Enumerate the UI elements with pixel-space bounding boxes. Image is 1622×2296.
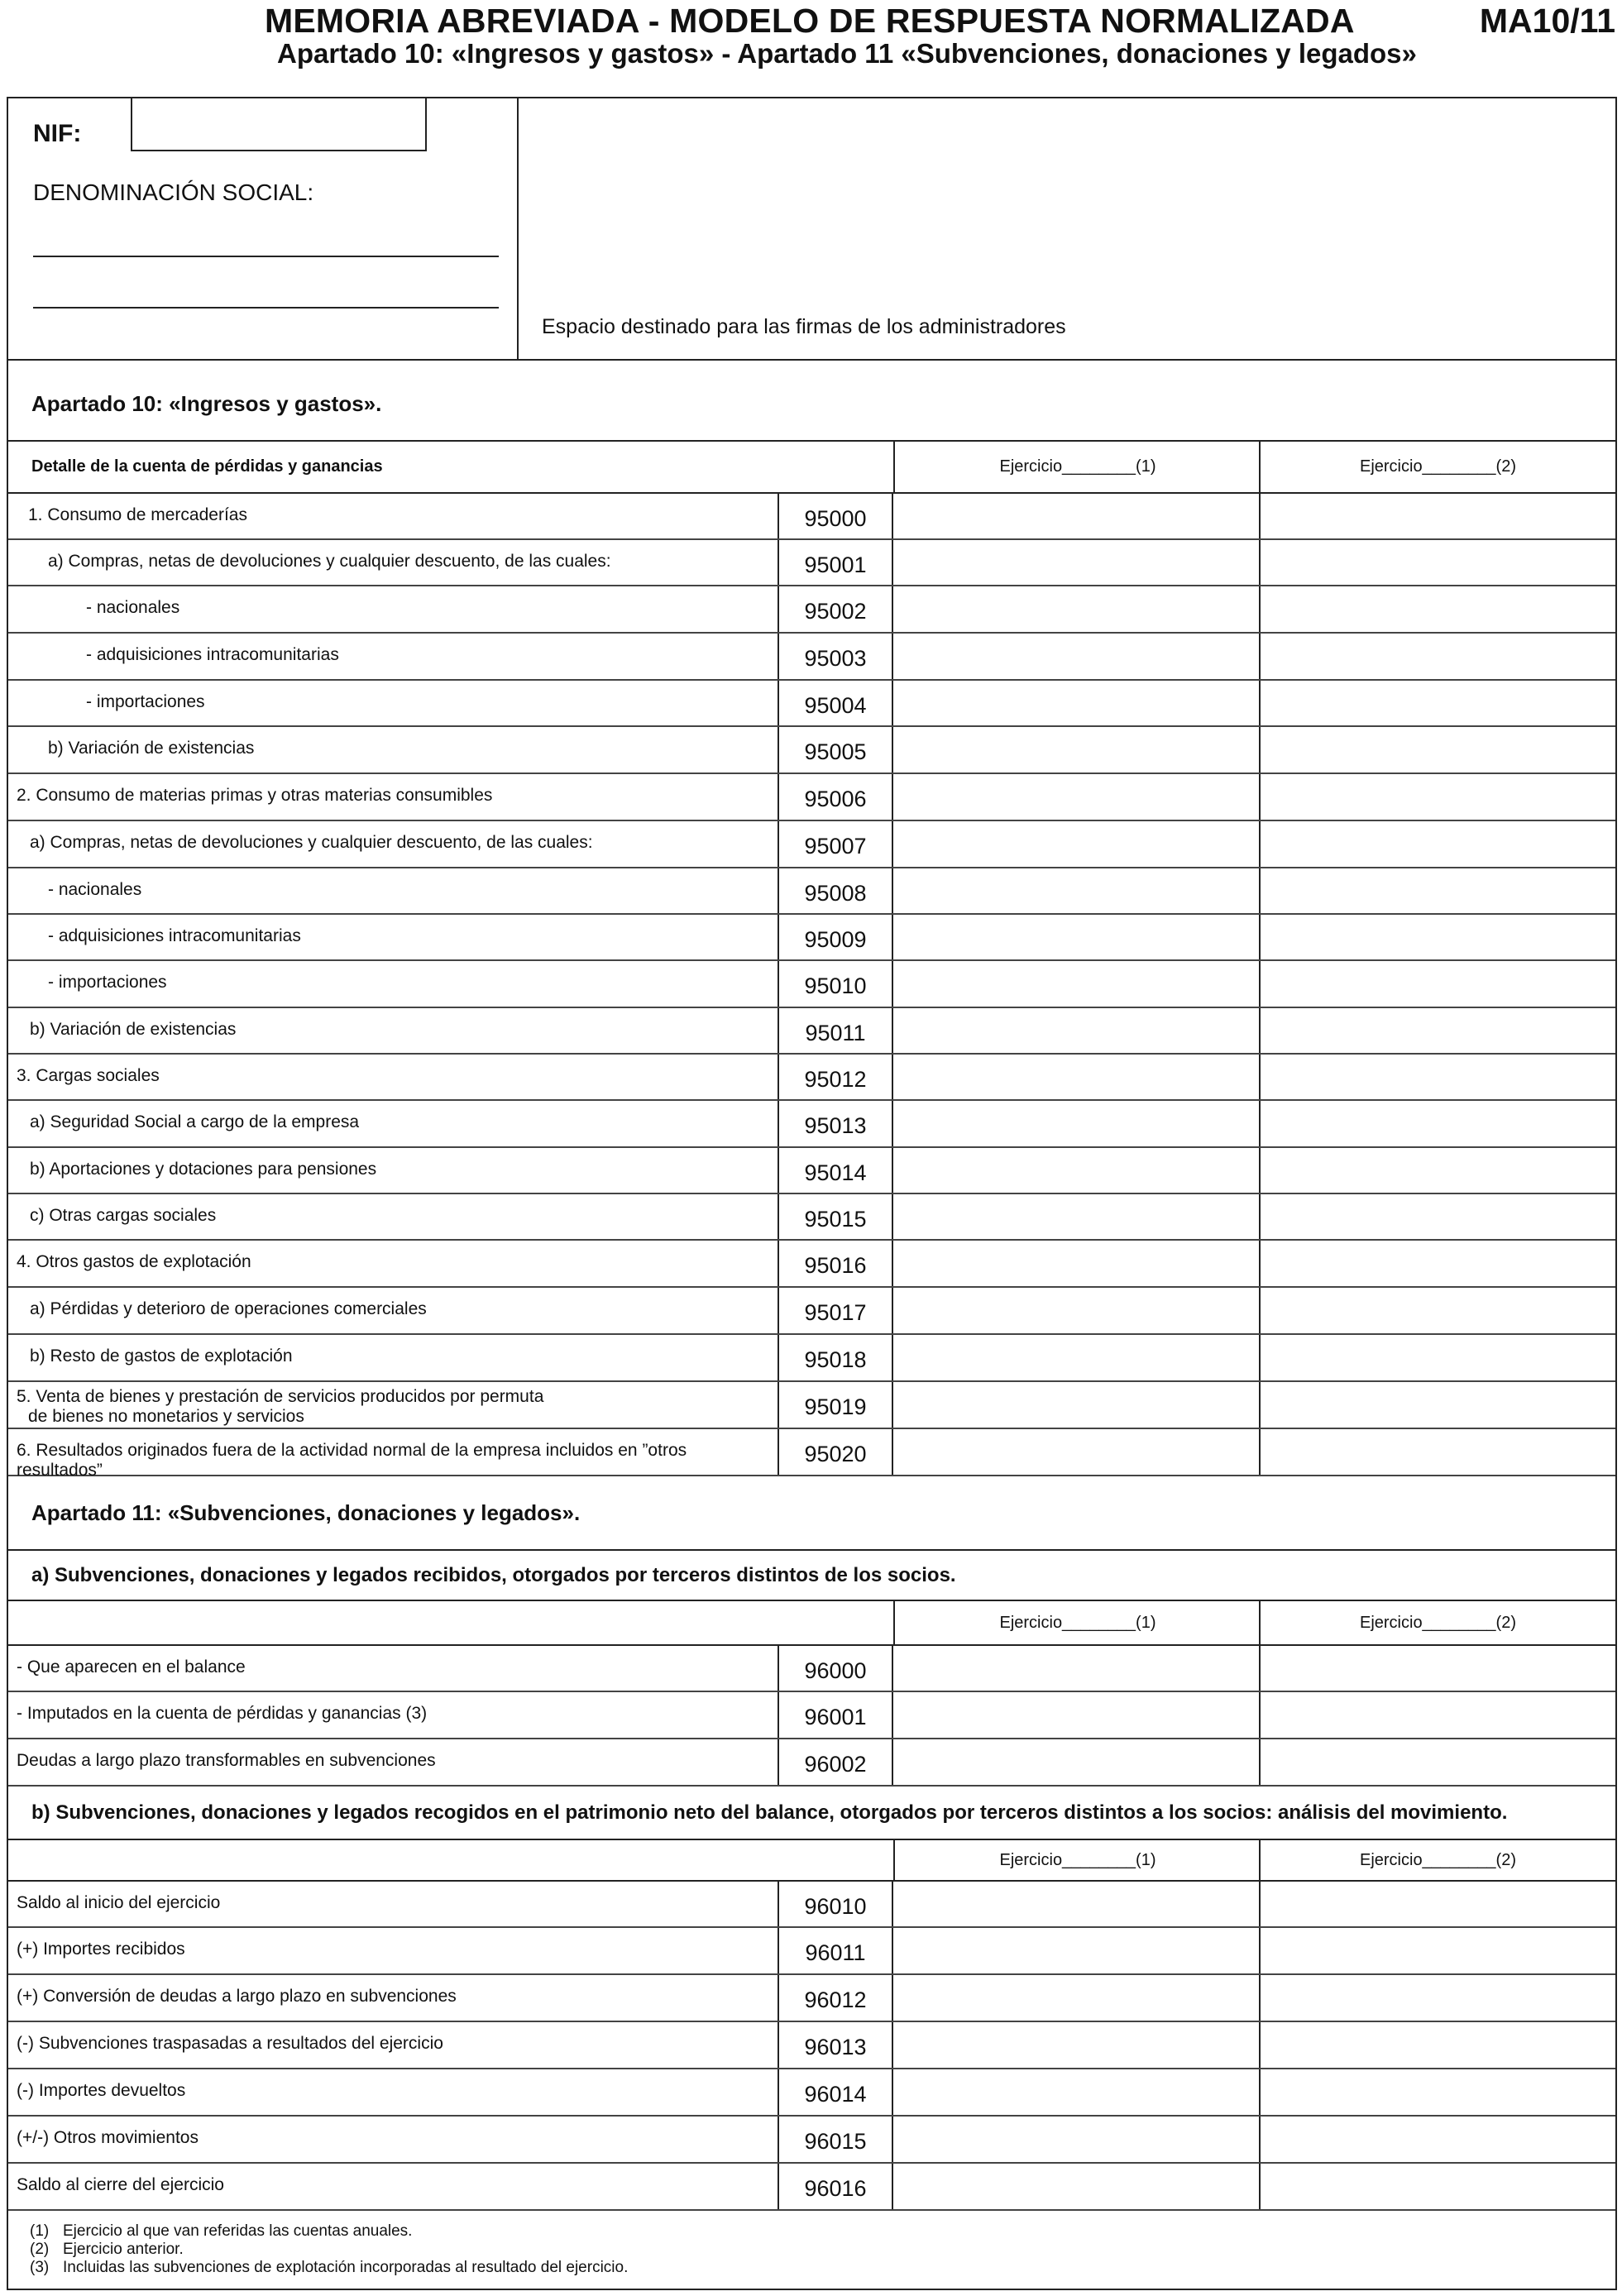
table-title: Detalle de la cuenta de pérdidas y ganancias: [31, 457, 383, 476]
footnote-1: (1) Ejercicio al que van referidas las cuentas anuales.: [30, 2222, 413, 2240]
row-label: - Imputados en la cuenta de pérdidas y ganancias (3): [17, 1704, 428, 1723]
identity-left: [8, 98, 519, 359]
row-code: 95017: [778, 1288, 893, 1333]
form-frame: [7, 97, 1617, 2290]
row-label: - nacionales: [86, 598, 180, 617]
row-code: 95008: [778, 868, 893, 913]
value-cell-ejercicio-1[interactable]: [895, 774, 1259, 820]
value-cell-ejercicio-1[interactable]: [895, 1241, 1259, 1286]
row-label: a) Compras, netas de devoluciones y cualquier descuento, de las cuales:: [48, 552, 611, 571]
row-label: - nacionales: [48, 880, 142, 899]
value-cell-ejercicio-1[interactable]: [895, 1055, 1259, 1099]
row-label: - Que aparecen en el balance: [17, 1657, 246, 1677]
column-ejercicio-2: Ejercicio________(2): [1259, 1601, 1615, 1644]
row-label: [8, 1382, 776, 1428]
value-cell-ejercicio-1[interactable]: [895, 868, 1259, 913]
value-cell-ejercicio-2[interactable]: [1259, 2164, 1615, 2209]
value-cell-ejercicio-2[interactable]: [1259, 727, 1615, 773]
table-row: [8, 1928, 1615, 1975]
value-cell-ejercicio-2[interactable]: [1259, 2117, 1615, 2162]
row-label: a) Seguridad Social a cargo de la empresa: [30, 1112, 360, 1131]
row-code: 95015: [778, 1194, 893, 1239]
table-row: [8, 821, 1615, 868]
table-row: [8, 1148, 1615, 1194]
value-cell-ejercicio-2[interactable]: [1259, 1241, 1615, 1286]
value-cell-ejercicio-1[interactable]: [895, 821, 1259, 867]
value-cell-ejercicio-1[interactable]: [895, 2069, 1259, 2115]
value-cell-ejercicio-1[interactable]: [895, 2117, 1259, 2162]
table-row: [8, 1101, 1615, 1148]
value-cell-ejercicio-1[interactable]: [895, 2164, 1259, 2209]
row-label: (-) Subvenciones traspasadas a resultados del ejercicio: [17, 2034, 443, 2053]
table-row: [8, 1194, 1615, 1241]
table-row: [8, 1692, 1615, 1739]
column-ejercicio-1: Ejercicio________(1): [893, 1840, 1261, 1880]
row-code: 95019: [778, 1382, 893, 1428]
value-cell-ejercicio-1[interactable]: [895, 727, 1259, 773]
column-ejercicio-1: Ejercicio________(1): [893, 442, 1261, 492]
row-label: Saldo al inicio del ejercicio: [17, 1893, 221, 1912]
value-cell-ejercicio-1[interactable]: [895, 1148, 1259, 1193]
row-code: 95018: [778, 1335, 893, 1380]
table-row: [8, 540, 1615, 586]
section11a-header-blank: [8, 1601, 895, 1644]
value-cell-ejercicio-2[interactable]: [1259, 2022, 1615, 2068]
row-label: Saldo al cierre del ejercicio: [17, 2175, 224, 2194]
row-label: a) Compras, netas de devoluciones y cualquier descuento, de las cuales:: [30, 833, 593, 852]
row-code: 96011: [778, 1928, 893, 1973]
section11a-column-header: [8, 1601, 1615, 1646]
row-label: b) Variación de existencias: [48, 739, 255, 758]
table-row: [8, 727, 1615, 774]
value-cell-ejercicio-1[interactable]: [895, 1882, 1259, 1926]
value-cell-ejercicio-2[interactable]: [1259, 2069, 1615, 2115]
value-cell-ejercicio-1[interactable]: [895, 681, 1259, 725]
value-cell-ejercicio-1[interactable]: [895, 915, 1259, 959]
row-code: 95011: [778, 1008, 893, 1053]
row-code: 95001: [778, 540, 893, 585]
table-row: [8, 1882, 1615, 1928]
value-cell-ejercicio-2[interactable]: [1259, 821, 1615, 867]
footnotes: [30, 2222, 628, 2277]
value-cell-ejercicio-2[interactable]: [1259, 634, 1615, 679]
row-label: (+) Conversión de deudas a largo plazo en subvenciones: [17, 1987, 457, 2006]
row-label: - adquisiciones intracomunitarias: [86, 645, 339, 664]
row-code: 96014: [778, 2069, 893, 2115]
table-row: [8, 1335, 1615, 1382]
row-label: b) Variación de existencias: [30, 1020, 237, 1039]
row-label: 2. Consumo de materias primas y otras materias consumibles: [17, 786, 493, 805]
row-code: 95002: [778, 586, 893, 632]
value-cell-ejercicio-1[interactable]: [895, 1194, 1259, 1239]
section11b-title: b) Subvenciones, donaciones y legados recogidos en el patrimonio neto del balance, otorgados por terceros distintos a los socios: análisis del movimiento.: [8, 1787, 1615, 1840]
row-label: (-) Importes devueltos: [17, 2081, 186, 2100]
value-cell-ejercicio-1[interactable]: [895, 1429, 1259, 1475]
form-title: MEMORIA ABREVIADA - MODELO DE RESPUESTA NORMALIZADA: [265, 2, 1355, 40]
value-cell-ejercicio-2[interactable]: [1259, 1335, 1615, 1380]
row-code: 96016: [778, 2164, 893, 2209]
value-cell-ejercicio-2[interactable]: [1259, 961, 1615, 1007]
row-code: 96002: [778, 1739, 893, 1785]
value-cell-ejercicio-2[interactable]: [1259, 1008, 1615, 1053]
row-code: 96015: [778, 2117, 893, 2162]
denominacion-line-2[interactable]: [33, 307, 499, 309]
row-label-line-1: 5. Venta de bienes y prestación de servicios producidos por permuta: [17, 1387, 544, 1406]
row-code: 95000: [778, 494, 893, 538]
value-cell-ejercicio-1[interactable]: [895, 1335, 1259, 1380]
column-ejercicio-2: Ejercicio________(2): [1259, 1840, 1615, 1880]
row-code: 95013: [778, 1101, 893, 1146]
table-row: [8, 1646, 1615, 1692]
footnote-3: (3) Incluidas las subvenciones de explotación incorporadas al resultado del ejercicio.: [30, 2259, 629, 2276]
section11a-title: a) Subvenciones, donaciones y legados recibidos, otorgados por terceros distintos de los socios.: [8, 1551, 1615, 1601]
value-cell-ejercicio-2[interactable]: [1259, 915, 1615, 959]
signature-area-label: Espacio destinado para las firmas de los administradores: [542, 315, 1066, 338]
value-cell-ejercicio-1[interactable]: [895, 586, 1259, 632]
value-cell-ejercicio-2[interactable]: [1259, 1975, 1615, 2021]
row-code: 96010: [778, 1882, 893, 1926]
section11b-column-header: [8, 1840, 1615, 1882]
value-cell-ejercicio-2[interactable]: [1259, 1882, 1615, 1926]
row-label: b) Aportaciones y dotaciones para pensiones: [30, 1160, 377, 1179]
value-cell-ejercicio-1[interactable]: [895, 1692, 1259, 1738]
value-cell-ejercicio-1[interactable]: [895, 1928, 1259, 1973]
row-code: 95012: [778, 1055, 893, 1099]
row-code: 95006: [778, 774, 893, 820]
identity-block: [8, 98, 1615, 361]
table-row: [8, 494, 1615, 540]
row-code: 96000: [778, 1646, 893, 1691]
table-row: [8, 1975, 1615, 2022]
value-cell-ejercicio-1[interactable]: [895, 1975, 1259, 2021]
section10-column-header: [8, 442, 1615, 494]
row-code: 95009: [778, 915, 893, 959]
row-label: 3. Cargas sociales: [17, 1066, 160, 1085]
value-cell-ejercicio-1[interactable]: [895, 494, 1259, 538]
value-cell-ejercicio-2[interactable]: [1259, 1928, 1615, 1973]
nif-label: NIF:: [33, 120, 82, 147]
table-row: [8, 2022, 1615, 2069]
row-code: 95016: [778, 1241, 893, 1286]
denominacion-label: DENOMINACIÓN SOCIAL:: [33, 179, 314, 205]
row-label: b) Resto de gastos de explotación: [30, 1347, 293, 1366]
value-cell-ejercicio-2[interactable]: [1259, 1148, 1615, 1193]
section11b-header-blank: [8, 1840, 895, 1880]
value-cell-ejercicio-2[interactable]: [1259, 1288, 1615, 1333]
table-row: [8, 868, 1615, 915]
row-code: 95004: [778, 681, 893, 725]
value-cell-ejercicio-1[interactable]: [895, 2022, 1259, 2068]
value-cell-ejercicio-1[interactable]: [895, 1288, 1259, 1333]
column-ejercicio-2: Ejercicio________(2): [1259, 442, 1615, 492]
table-row: [8, 1008, 1615, 1055]
row-code: 95014: [778, 1148, 893, 1193]
value-cell-ejercicio-2[interactable]: [1259, 1646, 1615, 1691]
table-row: [8, 2117, 1615, 2164]
table-row: [8, 961, 1615, 1008]
value-cell-ejercicio-1[interactable]: [895, 540, 1259, 585]
table-row: [8, 1739, 1615, 1787]
row-code: 95003: [778, 634, 893, 679]
value-cell-ejercicio-2[interactable]: [1259, 1429, 1615, 1475]
row-label: - adquisiciones intracomunitarias: [48, 926, 301, 945]
table-row: [8, 1288, 1615, 1335]
value-cell-ejercicio-2[interactable]: [1259, 868, 1615, 913]
row-label: c) Otras cargas sociales: [30, 1206, 217, 1225]
value-cell-ejercicio-2[interactable]: [1259, 1194, 1615, 1239]
row-code: 95005: [778, 727, 893, 773]
row-label-line-2: de bienes no monetarios y servicios: [28, 1407, 304, 1426]
column-ejercicio-1: Ejercicio________(1): [893, 1601, 1261, 1644]
row-label: 1. Consumo de mercaderías: [28, 505, 247, 524]
form-code: MA10/11: [1479, 2, 1615, 40]
value-cell-ejercicio-2[interactable]: [1259, 1739, 1615, 1785]
denominacion-line-1[interactable]: [33, 256, 499, 257]
row-label: (+) Importes recibidos: [17, 1940, 185, 1959]
value-cell-ejercicio-2[interactable]: [1259, 1692, 1615, 1738]
table-row: [8, 634, 1615, 681]
value-cell-ejercicio-2[interactable]: [1259, 681, 1615, 725]
section10-title: Apartado 10: «Ingresos y gastos».: [8, 361, 1615, 442]
value-cell-ejercicio-2[interactable]: [1259, 774, 1615, 820]
row-label: - importaciones: [86, 692, 205, 711]
table-row: [8, 1241, 1615, 1288]
row-code: 96001: [778, 1692, 893, 1738]
value-cell-ejercicio-1[interactable]: [895, 961, 1259, 1007]
table-row: [8, 915, 1615, 961]
row-code: 95007: [778, 821, 893, 867]
nif-field[interactable]: [131, 97, 427, 151]
row-label: a) Pérdidas y deterioro de operaciones comerciales: [30, 1299, 427, 1318]
value-cell-ejercicio-2[interactable]: [1259, 1382, 1615, 1428]
section11-title: Apartado 11: «Subvenciones, donaciones y legados».: [8, 1473, 1615, 1551]
value-cell-ejercicio-2[interactable]: [1259, 540, 1615, 585]
value-cell-ejercicio-2[interactable]: [1259, 586, 1615, 632]
table-row: [8, 1382, 1615, 1429]
value-cell-ejercicio-1[interactable]: [895, 1101, 1259, 1146]
row-label: Deudas a largo plazo transformables en subvenciones: [17, 1751, 436, 1770]
table-row: [8, 681, 1615, 727]
table-row: [8, 774, 1615, 821]
footnote-2: (2) Ejercicio anterior.: [30, 2241, 184, 2258]
form-subtitle: Apartado 10: «Ingresos y gastos» - Apartado 11 «Subvenciones, donaciones y legados»: [277, 38, 1417, 69]
table-row: [8, 1055, 1615, 1101]
value-cell-ejercicio-1[interactable]: [895, 634, 1259, 679]
value-cell-ejercicio-2[interactable]: [1259, 494, 1615, 538]
row-label: (+/-) Otros movimientos: [17, 2128, 199, 2147]
table-row: [8, 586, 1615, 634]
row-label: 6. Resultados originados fuera de la actividad normal de la empresa incluidos en ”otros resultados”: [17, 1441, 687, 1480]
row-code: 95010: [778, 961, 893, 1007]
row-label: 4. Otros gastos de explotación: [17, 1252, 251, 1271]
row-code: 95020: [778, 1429, 893, 1475]
table-row: [8, 1429, 1615, 1480]
table-row: [8, 2164, 1615, 2211]
value-cell-ejercicio-2[interactable]: [1259, 1101, 1615, 1146]
value-cell-ejercicio-1[interactable]: [895, 1739, 1259, 1785]
row-code: 96012: [778, 1975, 893, 2021]
value-cell-ejercicio-1[interactable]: [895, 1008, 1259, 1053]
value-cell-ejercicio-1[interactable]: [895, 1646, 1259, 1691]
value-cell-ejercicio-2[interactable]: [1259, 1055, 1615, 1099]
row-label: - importaciones: [48, 973, 167, 992]
table-row: [8, 2069, 1615, 2117]
value-cell-ejercicio-1[interactable]: [895, 1382, 1259, 1428]
row-code: 96013: [778, 2022, 893, 2068]
